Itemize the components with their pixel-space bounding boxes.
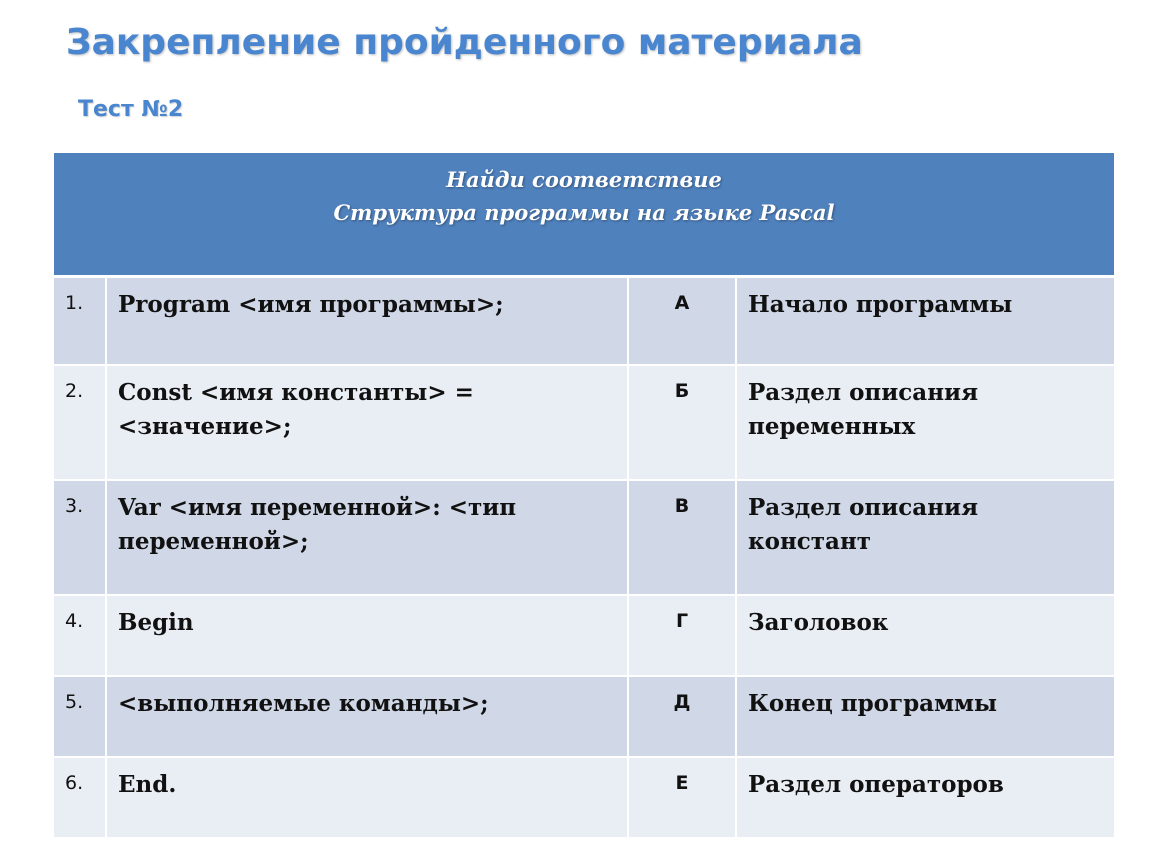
table-row <box>54 278 1114 366</box>
description-cell: Конец программы <box>737 677 1114 758</box>
description-cell: Раздел описания переменных <box>737 366 1114 481</box>
matching-table <box>54 153 1114 839</box>
description-cell: Раздел операторов <box>737 758 1114 839</box>
row-number: 1. <box>54 278 107 366</box>
program-part-cell: End. <box>107 758 629 839</box>
answer-letter-cell: Е <box>629 758 737 839</box>
answer-letter-cell: Г <box>629 596 737 677</box>
table-header-line-1: Найди соответствие <box>446 167 722 192</box>
program-part-cell: Begin <box>107 596 629 677</box>
table-row <box>54 596 1114 677</box>
description-cell: Заголовок <box>737 596 1114 677</box>
answer-letter-cell: Д <box>629 677 737 758</box>
row-number: 5. <box>54 677 107 758</box>
program-part-cell: Var <имя переменной>: <тип переменной>; <box>107 481 629 596</box>
table-row <box>54 677 1114 758</box>
row-number: 6. <box>54 758 107 839</box>
program-part-cell: <выполняемые команды>; <box>107 677 629 758</box>
answer-letter-cell: Б <box>629 366 737 481</box>
table-header <box>54 153 1114 278</box>
program-part-cell: Const <имя константы> = <значение>; <box>107 366 629 481</box>
slide-subtitle: Тест №2 <box>78 97 184 122</box>
description-cell: Раздел описания констант <box>737 481 1114 596</box>
program-part-cell: Program <имя программы>; <box>107 278 629 366</box>
answer-letter-cell: В <box>629 481 737 596</box>
description-cell: Начало программы <box>737 278 1114 366</box>
table-row <box>54 481 1114 596</box>
row-number: 2. <box>54 366 107 481</box>
row-number: 4. <box>54 596 107 677</box>
slide-title: Закрепление пройденного материала <box>66 22 863 63</box>
table-header-row <box>54 153 1114 278</box>
table-header-line-2: Структура программы на языке Pascal <box>333 200 835 225</box>
row-number: 3. <box>54 481 107 596</box>
answer-letter-cell: А <box>629 278 737 366</box>
table-row <box>54 366 1114 481</box>
table-row <box>54 758 1114 839</box>
